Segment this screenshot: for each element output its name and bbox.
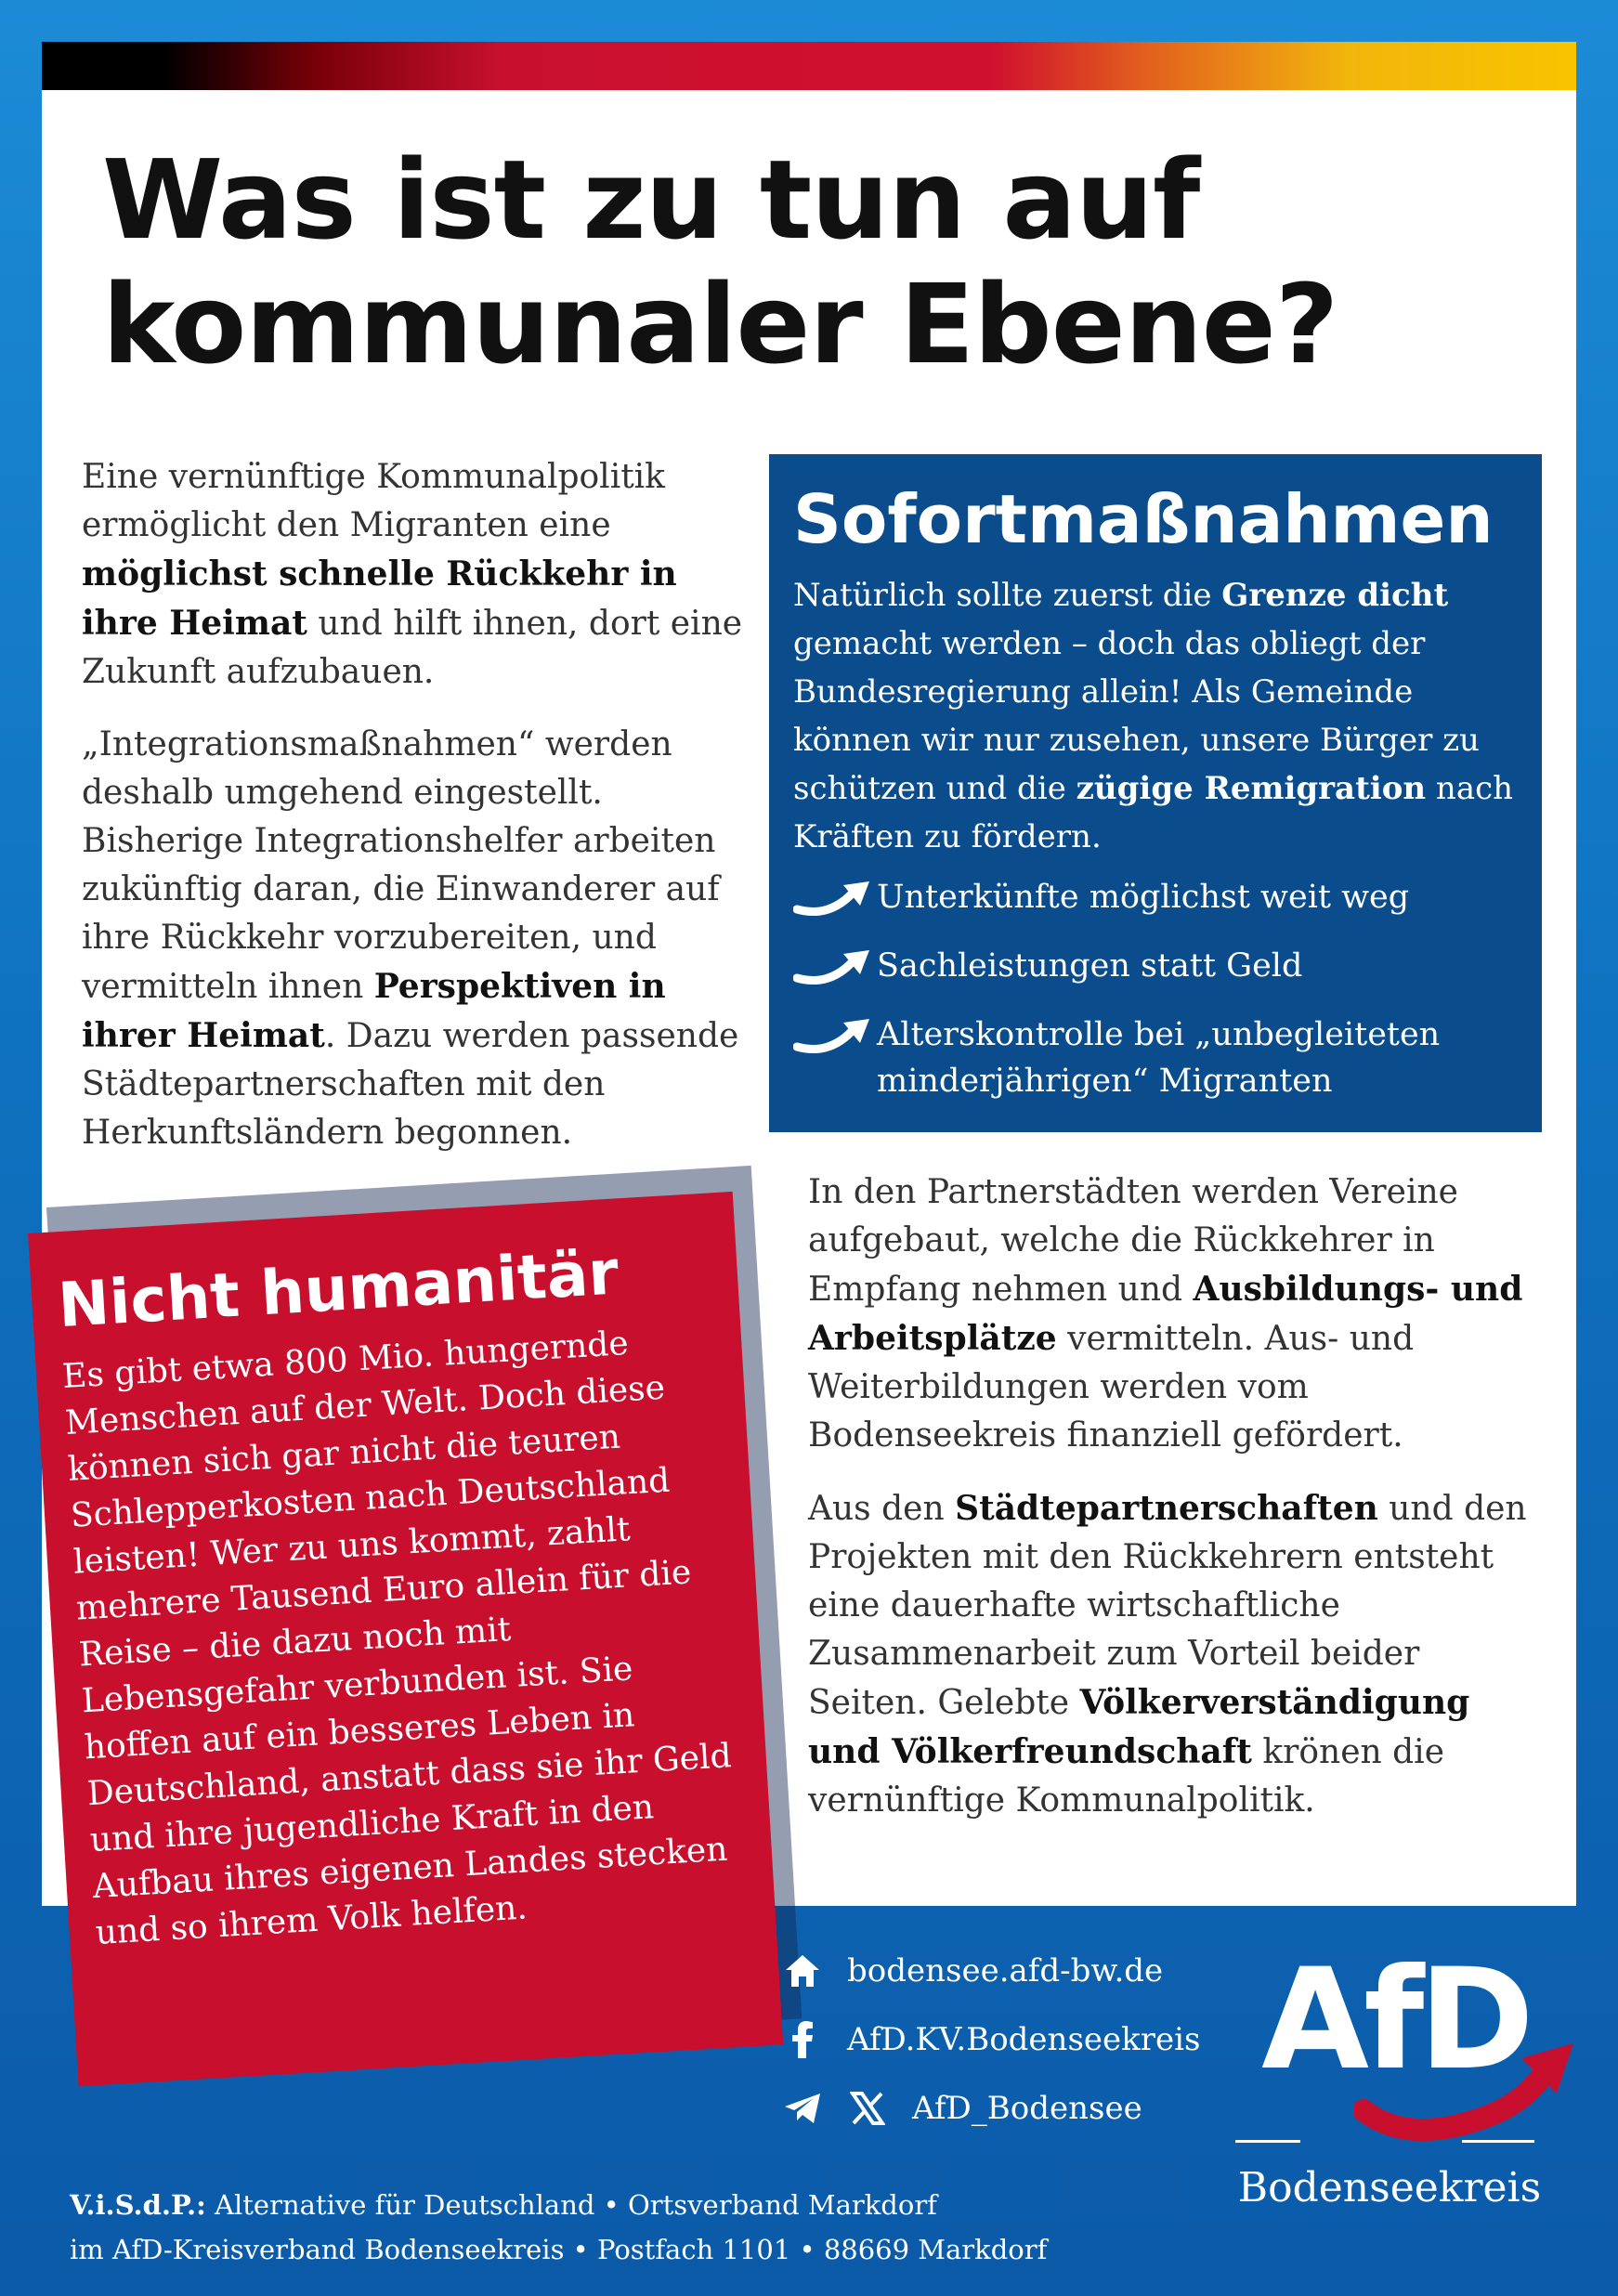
- imprint: [70, 2183, 1047, 2272]
- right-p2-text: Aus den: [808, 1490, 956, 1528]
- right-p1-bold: Ausbildungs- und Arbeitsplätze: [808, 1270, 1523, 1358]
- imprint-line-1: Alternative für Deutschland • Ortsverband Markdorf: [205, 2189, 937, 2221]
- sofort-text-1: Natürlich sollte zuerst die: [793, 577, 1222, 614]
- curved-arrow-icon: [793, 874, 877, 933]
- sofort-bold-1: Grenze dicht: [1221, 577, 1449, 614]
- sofort-text-2: gemacht werden – doch das obliegt der Bundesregierung allein! Als Gemeinde können wir nur zusehen, unsere Bürger zu schützen und die: [793, 625, 1480, 807]
- intro-paragraph-2: [82, 721, 760, 1157]
- sofortmassnahmen-list: [793, 874, 1518, 1104]
- home-icon: [782, 1950, 823, 1991]
- website-row[interactable]: [782, 1937, 1200, 2005]
- bullet-text: Alterskontrolle bei „unbegleiteten minderjährigen“ Migranten: [877, 1016, 1441, 1100]
- intro-p1-text: Eine vernünftige Kommunalpolitik ermöglicht den Migranten eine: [82, 458, 665, 544]
- sofortmassnahmen-text: [793, 571, 1518, 861]
- x-icon[interactable]: [847, 2088, 888, 2129]
- sofort-bold-2: zügige Remigration: [1076, 770, 1427, 807]
- intro-p1-text-end: und hilft ihnen, dort eine Zukunft aufzubauen.: [82, 605, 743, 691]
- nicht-humanitaer-box: [28, 1192, 783, 2086]
- sofort-text-3: nach Kräften zu fördern.: [793, 770, 1514, 855]
- headline-line-1: Was ist zu tun auf: [102, 136, 1200, 264]
- partnership-column: [808, 1168, 1542, 1849]
- website-link[interactable]: bodensee.afd-bw.de: [847, 1952, 1164, 1989]
- curved-arrow-icon: [793, 943, 877, 1002]
- flag-color-bar: [42, 42, 1576, 90]
- logo-region: Bodenseekreis: [1237, 2164, 1542, 2211]
- intro-p2-bold: Perspektiven in ihrer Heimat: [82, 967, 666, 1055]
- right-paragraph-1: [808, 1168, 1542, 1460]
- headline: [102, 137, 1337, 386]
- nicht-humanitaer-text: Es gibt etwa 800 Mio. hungernde Menschen auf der Welt. Doch diese können sich gar nicht die teuren Schlepperkosten nach Deutschland leisten! Wer zu uns kommt, zahlt mehrere Tausend Euro allein für die Reise – die dazu noch mit Lebensgefahr verbunden ist. Sie hoffen auf ein besseres Leben in Deutschland, anstatt dass sie ihr Geld und ihre jugendliche Kraft in den Aufbau ihres eigenen Landes stecken und so ihrem Volk helfen.: [61, 1324, 733, 1952]
- bullet-text: Unterkünfte möglichst weit weg: [877, 879, 1410, 916]
- list-item: [793, 943, 1518, 1002]
- x-handle-link[interactable]: AfD_Bodensee: [912, 2090, 1142, 2127]
- facebook-row[interactable]: [782, 2005, 1200, 2074]
- right-paragraph-2: [808, 1484, 1542, 1825]
- intro-p1-bold: möglichst schnelle Rückkehr in ihre Heimat: [82, 554, 677, 643]
- telegram-x-row[interactable]: [782, 2074, 1200, 2143]
- sofortmassnahmen-box: [769, 454, 1542, 1132]
- intro-p2-text-end: . Dazu werden passende Städtepartnerschaften mit den Herkunftsländern begonnen.: [82, 1017, 739, 1152]
- right-p2-text-end: krönen die vernünftige Kommunalpolitik.: [808, 1733, 1444, 1820]
- logo-rule-right: [1462, 2140, 1534, 2143]
- intro-p2-text: „Integrationsmaßnahmen“ werden deshalb umgehend eingestellt. Bisherige Integrationshelfer arbeiten zukünftig daran, die Einwanderer auf ihre Rückkehr vorzubereiten, und vermitteln ihnen: [82, 725, 720, 1006]
- facebook-link[interactable]: AfD.KV.Bodenseekreis: [847, 2021, 1201, 2058]
- facebook-icon: [782, 2019, 823, 2060]
- sofortmassnahmen-title: Sofortmaßnahmen: [793, 480, 1494, 558]
- logo-rule-left: [1235, 2140, 1300, 2143]
- telegram-icon[interactable]: [782, 2088, 823, 2129]
- intro-column: [82, 453, 760, 1181]
- curved-arrow-icon: [793, 1011, 877, 1071]
- right-p2-bold-1: Städtepartnerschaften: [955, 1489, 1378, 1528]
- bullet-text: Sachleistungen statt Geld: [877, 947, 1303, 985]
- intro-paragraph-1: [82, 453, 760, 697]
- logo-swoosh-arrow-icon: [1354, 2036, 1577, 2147]
- imprint-line-2: im AfD-Kreisverband Bodenseekreis • Postfach 1101 • 88669 Markdorf: [70, 2234, 1048, 2265]
- right-p1-text-end: vermitteln. Aus- und Weiterbildungen werden vom Bodenseekreis finanziell gefördert.: [808, 1320, 1415, 1455]
- right-p2-text-mid: und den Projekten mit den Rückkehrern entsteht eine dauerhafte wirtschaftliche Zusammenarbeit zum Vorteil beider Seiten. Gelebte: [808, 1490, 1527, 1722]
- list-item: [793, 874, 1518, 933]
- afd-logo: [1224, 1939, 1586, 2229]
- nicht-humanitaer-title: Nicht humanitär: [56, 1236, 620, 1342]
- right-p2-bold-2: Völkerverständigung und Völkerfreundschaft: [808, 1683, 1470, 1771]
- headline-line-2: kommunaler Ebene?: [102, 260, 1338, 388]
- list-item: [793, 1011, 1518, 1104]
- contact-block: [782, 1937, 1200, 2143]
- imprint-label: V.i.S.d.P.:: [70, 2189, 206, 2221]
- afd-logo-text: AfD: [1261, 1939, 1529, 2101]
- right-p1-text: In den Partnerstädten werden Vereine aufgebaut, welche die Rückkehrer in Empfang nehmen und: [808, 1173, 1458, 1309]
